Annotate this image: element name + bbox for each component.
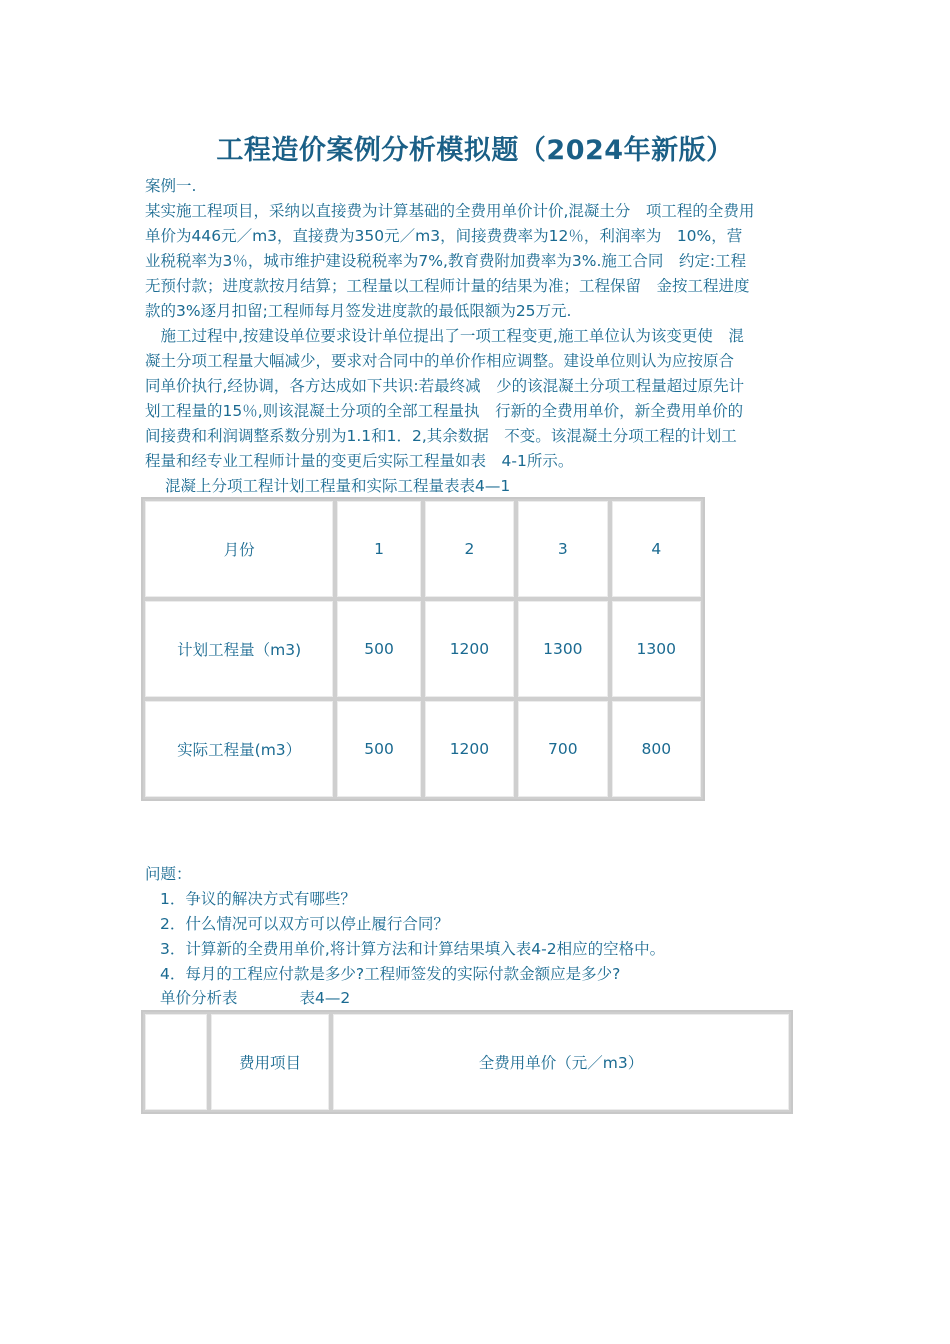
question-item: 3．计算新的全费用单价,将计算方法和计算结果填入表4-2相应的空格中。	[160, 940, 666, 958]
table-cell: 计划工程量（m3)	[143, 599, 335, 699]
table-header-row	[143, 1012, 791, 1112]
paragraph2-line: 划工程量的15％,则该混凝土分项的全部工程量执 行新的全费用单价，新全费用单价的	[145, 402, 744, 420]
table-row	[143, 699, 703, 799]
question-item: 1．争议的解决方式有哪些？	[160, 890, 356, 908]
case-label: 案例一.	[145, 177, 197, 195]
paragraph1-line: 无预付款；进度款按月结算；工程量以工程师计量的结果为准；工程保留 金按工程进度	[145, 277, 750, 295]
paragraph2-line: 间接费和利润调整系数分别为1.1和1．2,其余数据 不变。该混凝土分项工程的计划工	[145, 427, 737, 445]
table-cell: 1200	[423, 699, 516, 799]
table-header-cell: 1	[335, 499, 422, 599]
table-header-cell: 2	[423, 499, 516, 599]
table1-caption: 混凝上分项工程计划工程量和实际工程量表表4—1	[165, 477, 511, 495]
table-cell: 800	[610, 699, 703, 799]
table-row	[143, 599, 703, 699]
table-cell: 700	[516, 699, 609, 799]
table-header-cell: 4	[610, 499, 703, 599]
questions-label: 问题：	[145, 865, 192, 883]
paragraph2-line: 同单价执行,经协调，各方达成如下共识:若最终减 少的该混凝土分项工程量超过原先计	[145, 377, 745, 395]
table-header-cell: 费用项目	[209, 1012, 331, 1112]
table-header-cell: 3	[516, 499, 609, 599]
table-cell: 1300	[610, 599, 703, 699]
table-cell: 实际工程量(m3）	[143, 699, 335, 799]
table-header-cell: 全费用单价（元／m3）	[331, 1012, 791, 1112]
paragraph2-line: 凝土分项工程量大幅减少，要求对合同中的单价作相应调整。建设单位则认为应按原合	[145, 352, 735, 370]
quantity-table	[141, 497, 705, 801]
unit-price-table	[141, 1010, 793, 1114]
paragraph1-line: 款的3%逐月扣留;工程师每月签发进度款的最低限额为25万元.	[145, 302, 572, 320]
table-header-cell: 月份	[143, 499, 335, 599]
table2-caption: 单价分析表 表4—2	[160, 989, 351, 1007]
table-cell: 1200	[423, 599, 516, 699]
paragraph1-line: 某实施工程项目，采纳以直接费为计算基础的全费用单价计价,混凝土分 项工程的全费用	[145, 202, 755, 220]
paragraph1-line: 业税税率为3％，城市维护建设税税率为7%,教育费附加费率为3%.施工合同 约定:工程	[145, 252, 747, 270]
table-header-row	[143, 499, 703, 599]
question-item: 4．每月的工程应付款是多少?工程师签发的实际付款金额应是多少?	[160, 965, 621, 983]
paragraph2-line: 程量和经专业工程师计量的变更后实际工程量如表 4-1所示。	[145, 452, 574, 470]
document-title: 工程造价案例分析模拟题（2024年新版）	[216, 135, 734, 166]
paragraph1-line: 单价为446元／m3，直接费为350元／m3，间接费费率为12％，利润率为 10%，营	[145, 227, 743, 245]
paragraph2-line: 施工过程中,按建设单位要求设计单位提出了一项工程变更,施工单位认为该变更使 混	[145, 327, 744, 345]
table-cell: 1300	[516, 599, 609, 699]
question-item: 2．什么情况可以双方可以停止履行合同？	[160, 915, 449, 933]
questions-section	[145, 862, 845, 987]
table-cell: 500	[335, 599, 422, 699]
table-cell: 500	[335, 699, 422, 799]
case-text	[145, 174, 810, 474]
table-header-cell	[143, 1012, 209, 1112]
